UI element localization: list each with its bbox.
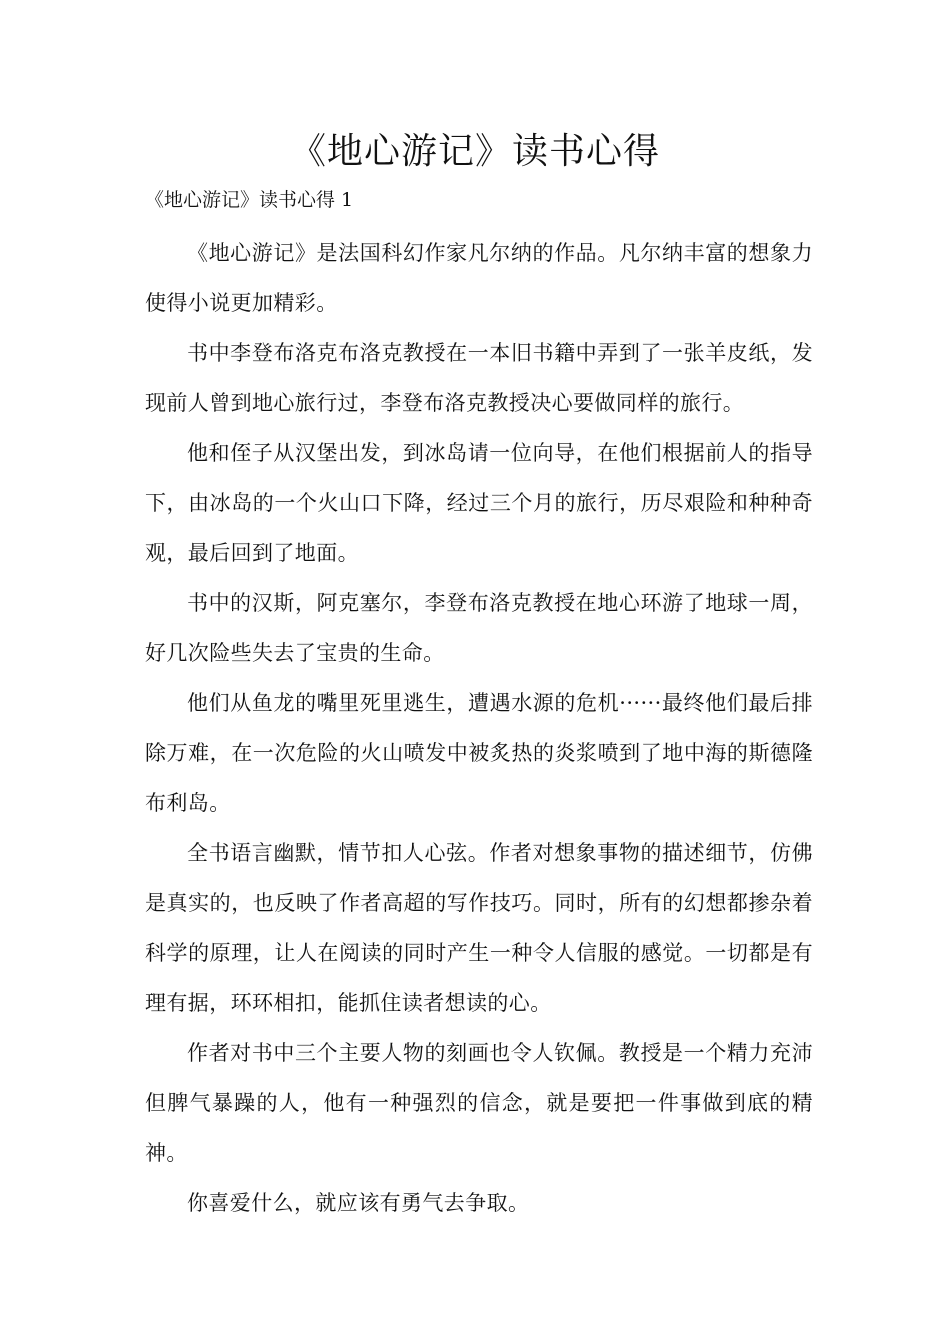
document-title: 《地心游记》读书心得 — [289, 131, 660, 172]
paragraph: 《地心游记》是法国科幻作家凡尔纳的作品。凡尔纳丰富的想象力使得小说更加精彩。 — [145, 241, 813, 315]
paragraph: 你喜爱什么，就应该有勇气去争取。 — [187, 1191, 530, 1215]
document-body — [145, 228, 813, 1228]
paragraph: 书中的汉斯，阿克塞尔，李登布洛克教授在地心环游了地球一周，好几次险些失去了宝贵的生命。 — [145, 591, 813, 665]
paragraph: 他和侄子从汉堡出发，到冰岛请一位向导，在他们根据前人的指导下，由冰岛的一个火山口下降，经过三个月的旅行，历尽艰险和种种奇观，最后回到了地面。 — [145, 441, 813, 565]
paragraph: 作者对书中三个主要人物的刻画也令人钦佩。教授是一个精力充沛但脾气暴躁的人，他有一种强烈的信念，就是要把一件事做到底的精神。 — [145, 1041, 813, 1165]
paragraph: 书中李登布洛克布洛克教授在一本旧书籍中弄到了一张羊皮纸，发现前人曾到地心旅行过，李登布洛克教授决心要做同样的旅行。 — [145, 341, 813, 415]
paragraph: 他们从鱼龙的嘴里死里逃生，遭遇水源的危机······最终他们最后排除万难，在一次危险的火山喷发中被炙热的炎浆喷到了地中海的斯德隆布利岛。 — [145, 691, 813, 815]
section-heading: 《地心游记》读书心得 1 — [145, 189, 354, 211]
paragraph: 全书语言幽默，情节扣人心弦。作者对想象事物的描述细节，仿佛是真实的，也反映了作者高超的写作技巧。同时，所有的幻想都掺杂着科学的原理，让人在阅读的同时产生一种令人信服的感觉。一切都是有理有据，环环相扣，能抓住读者想读的心。 — [145, 841, 813, 1015]
